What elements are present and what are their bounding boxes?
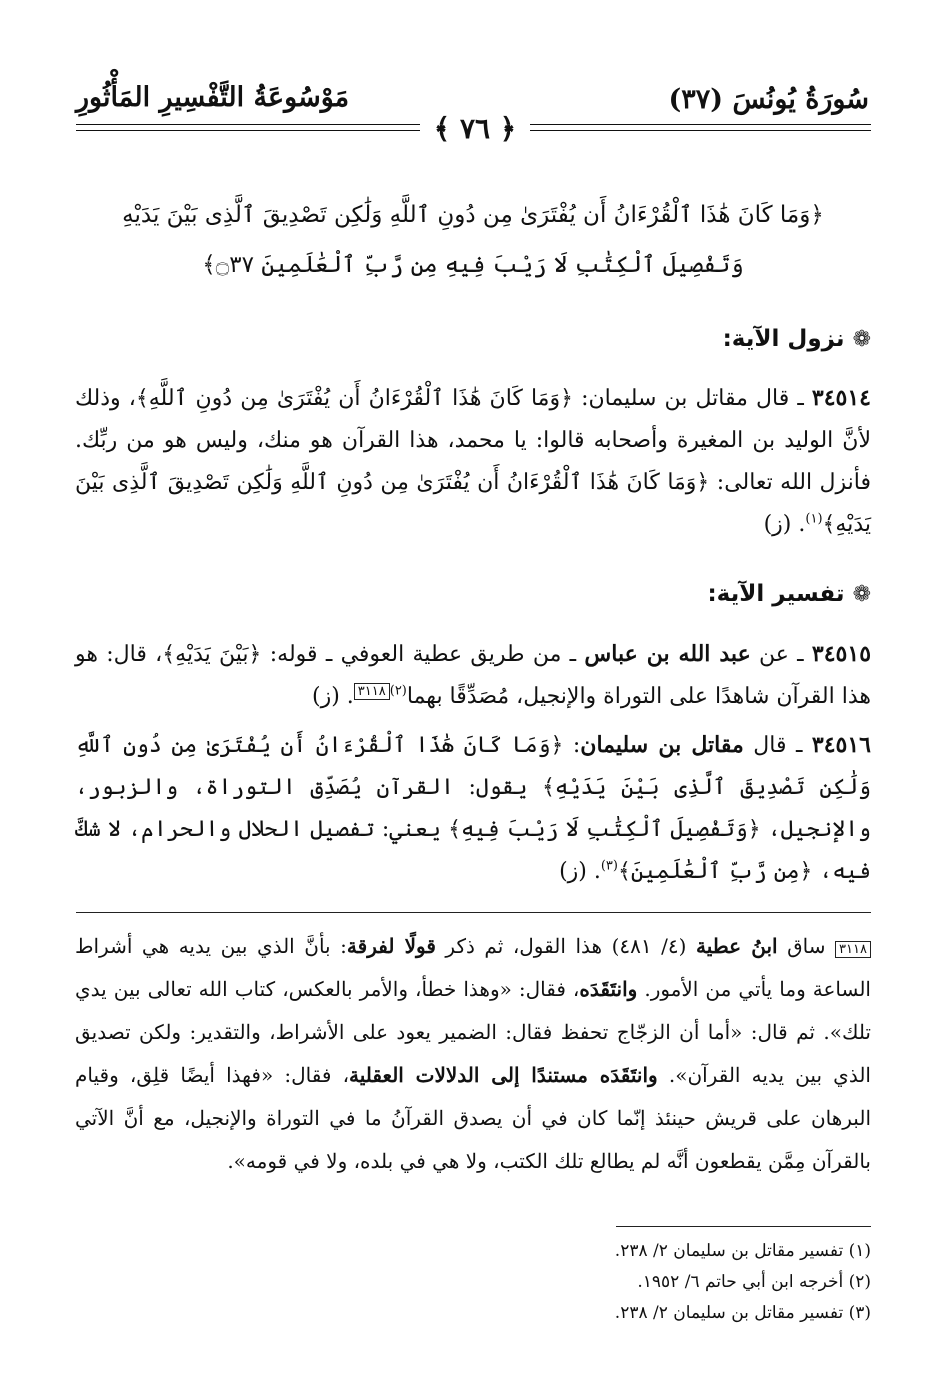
entry-number: ٣٤٥١٦ — [811, 732, 871, 758]
entry-34516 — [75, 724, 871, 893]
entry-number: ٣٤٥١٥ — [811, 641, 872, 667]
footnotes — [75, 1236, 871, 1329]
note-text: ساق — [777, 934, 836, 958]
surah-header: سُورَةُ يُونُسَ (٣٧) — [668, 84, 869, 115]
footnote-2: (٢) أخرجه ابن أبي حاتم ٦/ ١٩٥٢. — [637, 1272, 871, 1292]
footnote-separator — [616, 1226, 871, 1227]
heading-label: تفسير الآية: — [707, 581, 845, 607]
note-bold-text: قولًا لفرقة — [346, 934, 436, 958]
flower-ornament-icon: ❁ — [852, 582, 871, 607]
note-text: ، فقال: «فهذا أيضًا قلِق، وقيام البرهان على قريش حينئذ إنّما كان في أن يصدق القرآنُ ما في التوراة والإنجيل، مع أنَّ الآتي بالقرآن مِمَّن يقطعون أنَّه لم يطالع تلك الكتب، ولا هي في بلده، ولا في قومه». — [75, 1063, 871, 1173]
footnote-3: (٣) تفسير مقاتل بن سليمان ٢/ ٢٣٨. — [614, 1303, 871, 1323]
footnote-marker: (١) — [805, 511, 823, 527]
ayah-block — [75, 190, 871, 290]
entry-text: ـ قال — [743, 733, 803, 758]
note-bold-text: ابنُ عطية — [696, 934, 778, 958]
entry-text: : ﴿وَمَا كَانَ هَٰذَا ٱلْقُرْءَانُ أَن يُفْتَرَىٰ مِن دُونِ ٱللَّهِ وَلَٰكِن تَصْدِيقَ ٱلَّذِى بَيْنَ يَدَيْهِ﴾ يقول: القرآن يُصَدِّق التوراة، والزبور، والإنجيل، ﴿وَتَفْصِيلَ ٱلْكِتَٰبِ لَا رَيْبَ فِيهِ﴾ يعني: تفصيل الحلال والحرام، لا شكَّ فيه، ﴿مِن رَّبِّ ٱلْعَٰلَمِينَ﴾ — [75, 733, 871, 884]
entry-text: ـ عن — [750, 642, 804, 667]
narrator-name: عبد الله بن عباس — [584, 641, 751, 667]
entry-34515 — [75, 633, 871, 718]
entry-number: ٣٤٥١٤ — [811, 385, 871, 411]
ayah-line-2: وَتَفْصِيلَ ٱلْكِتَٰبِ لَا رَيْبَ فِيهِ مِن رَّبِّ ٱلْعَٰلَمِينَ ۝٣٧﴾ — [202, 252, 744, 278]
narrator-name: مقاتل بن سليمان — [580, 732, 744, 758]
entry-end: . (ز) — [559, 859, 601, 884]
flower-ornament-icon: ❁ — [852, 327, 871, 352]
footnote-1: (١) تفسير مقاتل بن سليمان ٢/ ٢٣٨. — [614, 1241, 871, 1261]
ayah-line-1: ﴿وَمَا كَانَ هَٰذَا ٱلْقُرْءَانُ أَن يُفْتَرَىٰ مِن دُونِ ٱللَّهِ وَلَٰكِن تَصْدِيقَ ٱلَّذِى بَيْنَ يَدَيْهِ — [122, 202, 824, 228]
section-heading-nuzul — [723, 326, 871, 352]
entry-text: ـ من طريق عطية العوفي ـ قوله: ﴿بَيْنَ يَدَيْهِ﴾، قال: هو هذا القرآن شاهدًا على التوراة والإنجيل، مُصَدِّقًا بهما — [75, 642, 871, 709]
page-number: ﴿ ٧٦ ﴾ — [420, 112, 530, 146]
entry-end: . (ز) — [763, 512, 806, 537]
note-text: ، فقال: «وهذا خطأ، والأمر بالعكس، كتاب الله تعالى بين يدي تلك». ثم قال: «أما أن الزجّاج تحفظ فقال: الضمير يعود على الأشراط، والتقدير: ولكن تصديق الذي بين يديه القرآن». — [75, 977, 871, 1087]
entry-end: . (ز) — [312, 684, 354, 709]
heading-label: نزول الآية: — [722, 326, 845, 352]
section-heading-tafsir — [707, 581, 871, 607]
note-text: (٤/ ٤٨١) هذا القول، ثم ذكر — [435, 934, 696, 958]
footnote-marker: (٢) — [389, 683, 407, 699]
note-reference-box: ٣١١٨ — [835, 941, 871, 958]
note-bold-text: وانتَقَدَه — [579, 977, 638, 1001]
note-text: : بأنَّ الذي بين يديه هي أشراط الساعة وما يأتي من الأمور. — [75, 934, 871, 1001]
entry-text: ـ قال مقاتل بن سليمان: ﴿وَمَا كَانَ هَٰذَا ٱلْقُرْءَانُ أَن يُفْتَرَىٰ مِن دُونِ ٱللَّهِ﴾، وذلك لأنَّ الوليد بن المغيرة وأصحابه قالوا: يا محمد، هذا القرآن هو منك، وليس هو من ربِّك. فأنزل الله تعالى: ﴿وَمَا كَانَ هَٰذَا ٱلْقُرْءَانُ أَن يُفْتَرَىٰ مِن دُونِ ٱللَّهِ وَلَٰكِن تَصْدِيقَ ٱلَّذِى بَيْنَ يَدَيْهِ﴾ — [75, 386, 871, 537]
footnote-marker: (٣) — [600, 858, 618, 874]
commentary-note — [75, 925, 871, 1183]
note-bold-text: وانتَقَدَه مستندًا إلى الدلالات العقلية — [349, 1063, 658, 1087]
book-title-header: مَوْسُوعَةُ التَّفْسِيرِ المَأْثُورِ — [76, 82, 350, 113]
note-separator — [76, 912, 871, 913]
cross-reference-box: ٣١١٨ — [354, 683, 390, 700]
entry-34514 — [75, 377, 871, 546]
